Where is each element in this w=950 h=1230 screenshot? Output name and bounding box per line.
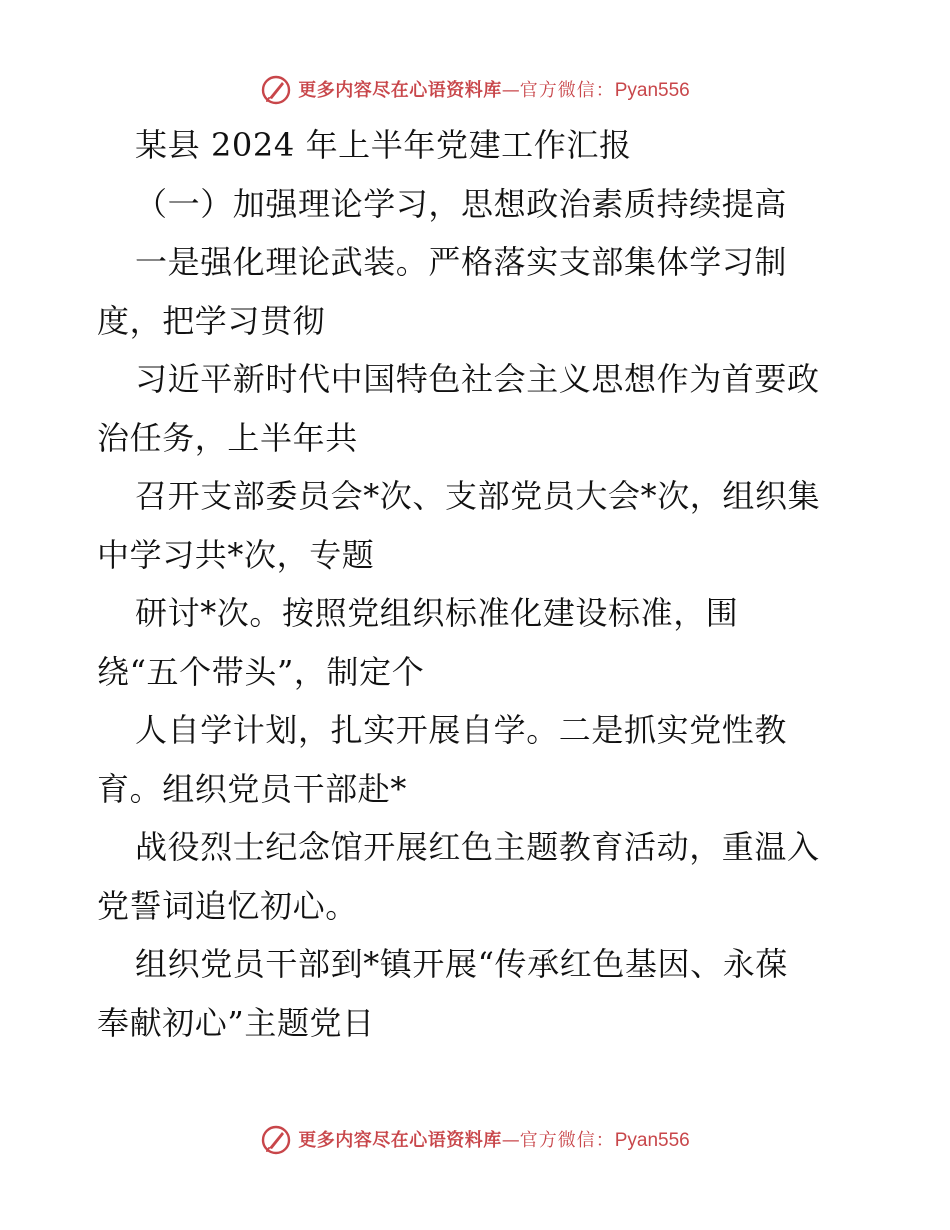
paragraph-line: 一是强化理论武装。严格落实支部集体学习制 <box>135 243 788 281</box>
paragraph-line: 中学习共*次，专题 <box>97 535 375 574</box>
watermark-brand: 更多内容尽在心语资料库 <box>298 79 502 101</box>
document-title: 某县 2024 年上半年党建工作汇报 <box>135 126 632 164</box>
watermark-label: 官方微信： <box>519 79 615 101</box>
watermark-dash: — <box>501 79 520 101</box>
paragraph-line: 组织党员干部到*镇开展“传承红色基因、永葆 <box>135 945 788 983</box>
watermark-footer <box>0 1120 950 1160</box>
paragraph-line: 研讨*次。按照党组织标准化建设标准，围 <box>135 594 739 632</box>
paragraph-line: 度，把学习贯彻 <box>97 301 326 340</box>
watermark-text <box>298 1131 690 1150</box>
paragraph-line: 人自学计划，扎实开展自学。二是抓实党性教 <box>135 711 788 749</box>
watermark-label: 官方微信： <box>519 1129 615 1151</box>
paragraph-line: 战役烈士纪念馆开展红色主题教育活动，重温入 <box>135 828 820 866</box>
watermark-brand: 更多内容尽在心语资料库 <box>298 1129 502 1151</box>
paragraph-line: 习近平新时代中国特色社会主义思想作为首要政 <box>135 360 820 398</box>
watermark-wechat-id: Pyan556 <box>614 1129 690 1151</box>
watermark-header <box>0 70 950 110</box>
watermark-text <box>298 81 690 100</box>
document-body <box>97 116 857 1052</box>
quill-logo-icon <box>260 74 292 106</box>
paragraph-line: 绕“五个带头”，制定个 <box>97 652 425 691</box>
paragraph-line: 育。组织党员干部赴* <box>97 769 408 808</box>
paragraph-line: 召开支部委员会*次、支部党员大会*次，组织集 <box>135 477 821 515</box>
paragraph-line: 治任务，上半年共 <box>97 418 358 457</box>
quill-logo-icon <box>260 1124 292 1156</box>
paragraph-line: 奉献初心”主题党日 <box>97 1003 375 1042</box>
paragraph-line: 党誓词追忆初心。 <box>97 886 358 925</box>
watermark-wechat-id: Pyan556 <box>614 79 690 101</box>
watermark-dash: — <box>501 1129 520 1151</box>
section-heading: （一）加强理论学习，思想政治素质持续提高 <box>135 184 788 223</box>
